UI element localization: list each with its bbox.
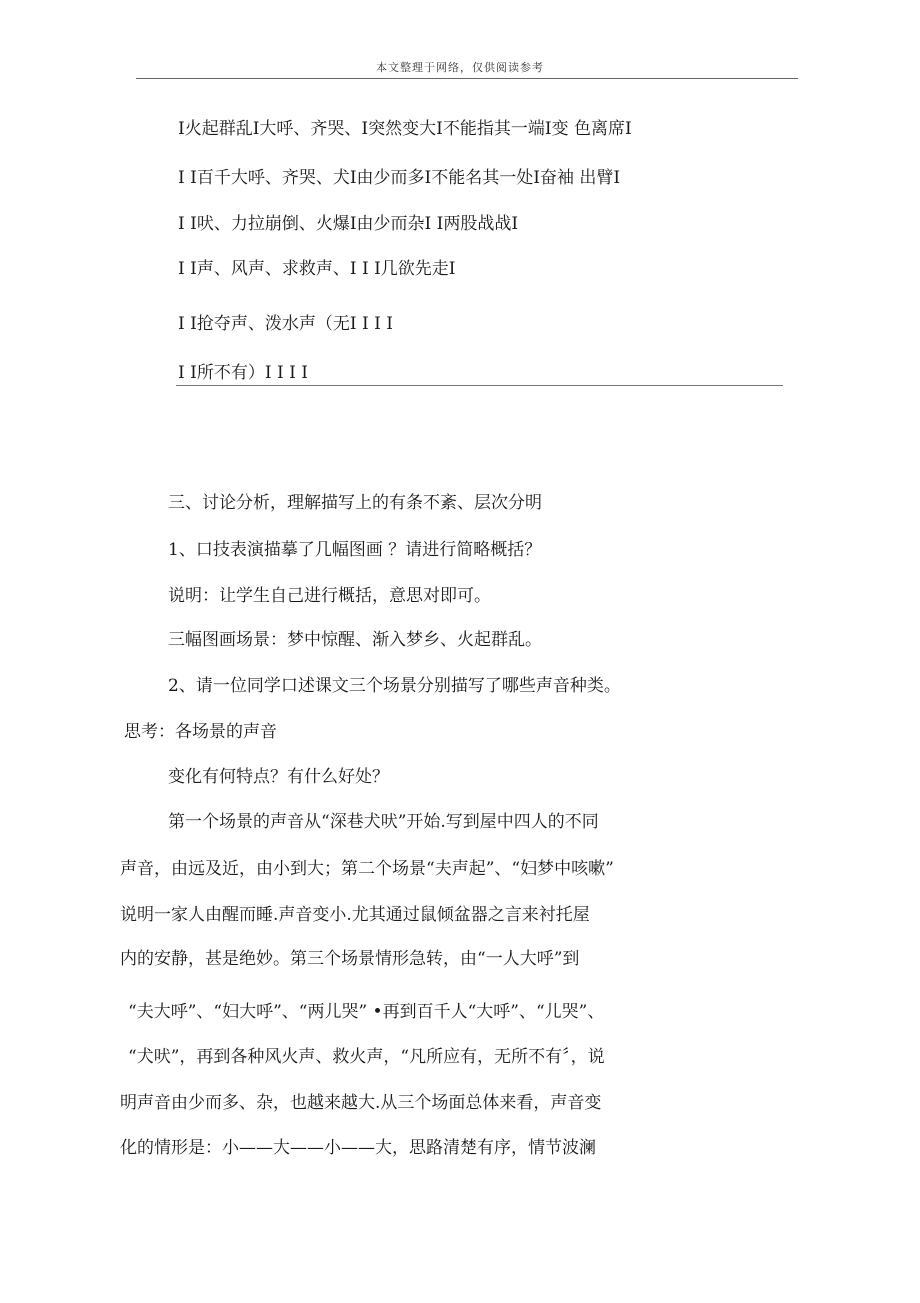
table-row: Ⅰ Ⅰ百千大呼、齐哭、犬Ⅰ由少而多Ⅰ不能名其一处Ⅰ奋袖 出臂Ⅰ: [178, 168, 621, 188]
section-heading: 三、讨论分析，理解描写上的有条不紊、层次分明: [168, 493, 542, 513]
question-1: 1、口技表演描摹了几幅图画 ？请进行简略概括？: [168, 540, 542, 560]
table-bottom-rule: [176, 385, 783, 386]
question-2: 2、请一位同学口述课文三个场景分别描写了哪些声音种类。: [168, 676, 621, 696]
table-row: Ⅰ Ⅰ所不有）Ⅰ Ⅰ Ⅰ Ⅰ: [178, 363, 308, 383]
think-line-2: 变化有何特点？有什么好处？: [168, 767, 389, 787]
answer-line: 说明一家人由醒而睡.声音变小.尤其通过鼠倾盆器之言来衬托屋: [120, 905, 590, 925]
explanation: 说明：让学生自己进行概括，意思对即可。: [168, 586, 491, 606]
answer-line: 明声音由少而多、杂，也越来越大.从三个场面总体来看，声音变: [120, 1093, 602, 1113]
answer-line: 第一个场景的声音从“深巷犬吠”开始.写到屋中四人的不同: [168, 812, 599, 832]
table-row: Ⅰ Ⅰ抢夺声、泼水声（无Ⅰ Ⅰ Ⅰ Ⅰ: [178, 314, 393, 334]
think-line-1: 思考：各场景的声音: [124, 722, 277, 742]
answer-line: 化的情形是：小——大——小——大，思路清楚有序，情节波澜: [120, 1138, 596, 1158]
table-row: Ⅰ Ⅰ吠、力拉崩倒、火爆Ⅰ由少而杂Ⅰ Ⅰ两股战战Ⅰ: [178, 214, 519, 234]
answer-line: 声音，由远及近，由小到大；第二个场景“夫声起”、“妇梦中咳嗽”: [120, 859, 614, 879]
answer-line: “犬吠”，再到各种风火声、救火声，“凡所应有，无所不有〞，说: [128, 1047, 605, 1067]
header-divider: [136, 78, 798, 79]
table-row: Ⅰ火起群乱Ⅰ大呼、齐哭、Ⅰ突然变大Ⅰ不能指其一端Ⅰ变 色离席Ⅰ: [178, 119, 632, 139]
table-row: Ⅰ Ⅰ声、风声、求救声、Ⅰ Ⅰ Ⅰ几欲先走Ⅰ: [178, 259, 456, 279]
answer-line: 内的安静，甚是绝妙。第三个场景情形急转，由“一人大呼”到: [120, 949, 580, 969]
scenes-summary: 三幅图画场景：梦中惊醒、渐入梦乡、火起群乱。: [168, 630, 542, 650]
answer-line: “夫大呼”、“妇大呼”、“两儿哭” •再到百千人“大呼”、“儿哭”、: [128, 1002, 605, 1022]
page-header-text: 本文整理于网络，仅供阅读参考: [376, 61, 544, 74]
